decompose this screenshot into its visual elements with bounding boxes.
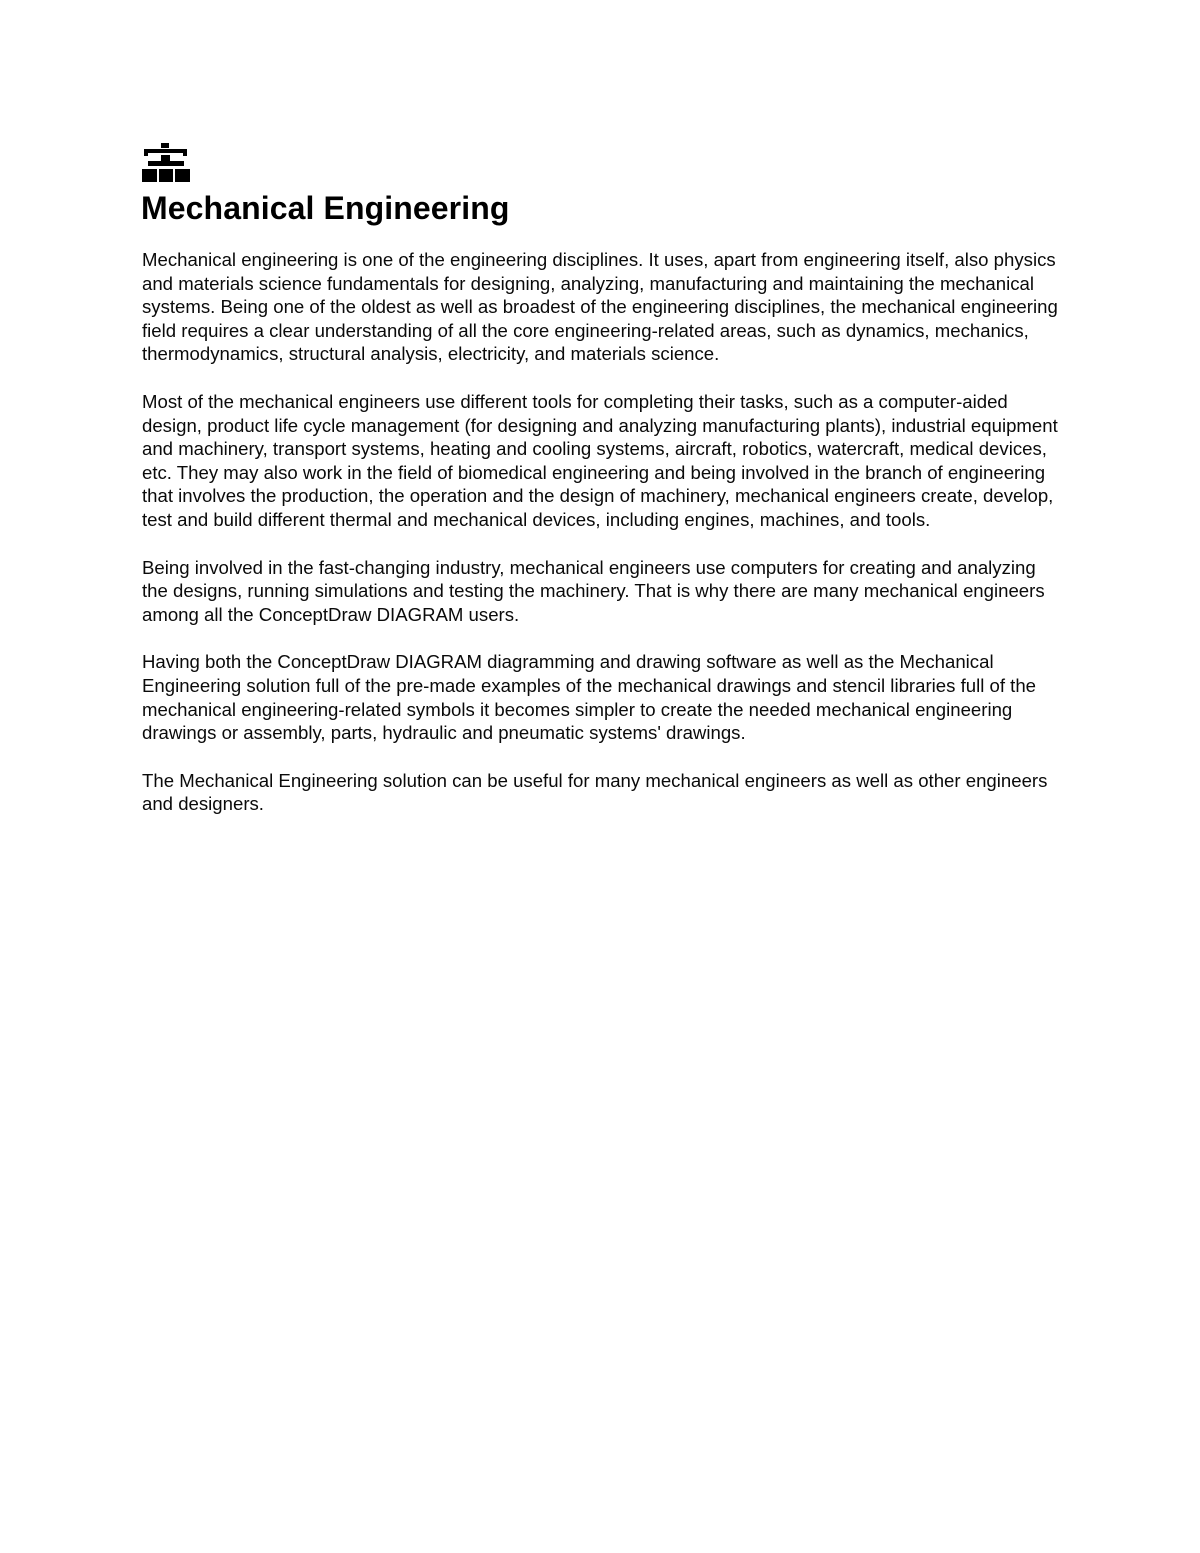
paragraph: Being involved in the fast-changing industry, mechanical engineers use computers for creating and analyzing the designs, running simulations and testing the machinery. That is why there are many mechanical engineers among all the ConceptDraw DIAGRAM users. xyxy=(142,556,1045,625)
paragraph: Most of the mechanical engineers use different tools for completing their tasks, such as a computer-aided design, product life cycle management (for designing and analyzing manufacturing plants), industrial equipment and machinery, transport systems, heating and cooling systems, aircraft, robotics, watercraft, medical devices, etc. They may also work in the field of biomedical engineering and being involved in the branch of engineering that involves the production, the operation and the design of machinery, mechanical engineers create, develop, test and build different thermal and mechanical devices, including engines, machines, and tools. xyxy=(142,390,1058,530)
mechanical-engineering-logo-icon xyxy=(142,143,190,185)
paragraph: Having both the ConceptDraw DIAGRAM diagramming and drawing software as well as the Mechanical Engineering solution full of the pre-made examples of the mechanical drawings and stencil libraries full of the mechanical engineering-related symbols it becomes simpler to create the needed mechanical engineering drawings or assembly, parts, hydraulic and pneumatic systems' drawings. xyxy=(142,651,1037,744)
paragraph: The Mechanical Engineering solution can be useful for many mechanical engineers as well as other engineers and designers. xyxy=(142,769,1048,815)
page-title: Mechanical Engineering xyxy=(141,190,510,226)
document-body xyxy=(142,248,1062,816)
paragraph: Mechanical engineering is one of the engineering disciplines. It uses, apart from engineering itself, also physics and materials science fundamentals for designing, analyzing, manufacturing and maintaining the mechanical systems. Being one of the oldest as well as broadest of the engineering disciplines, the mechanical engineering field requires a clear understanding of all the core engineering-related areas, such as dynamics, mechanics, thermodynamics, structural analysis, electricity, and materials science. xyxy=(142,249,1058,365)
document-page xyxy=(142,143,1062,816)
